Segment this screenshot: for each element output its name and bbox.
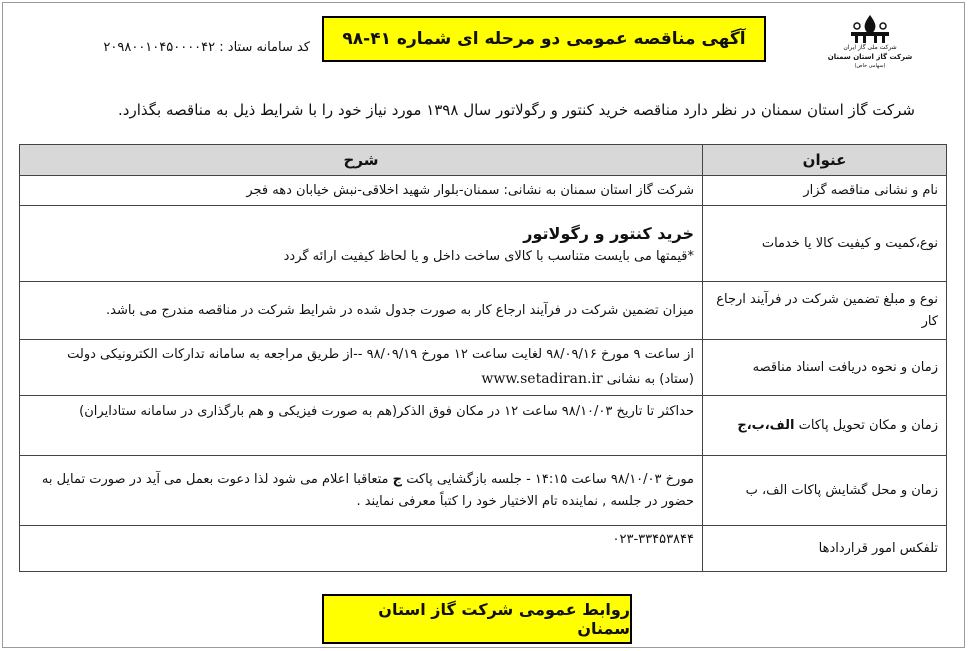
public-relations-footer: روابط عمومی شرکت گاز استان سمنان — [322, 594, 632, 644]
row-title: نوع و مبلغ تضمین شرکت در فرآیند ارجاع کار — [703, 282, 947, 340]
company-logo — [825, 14, 915, 74]
gas-flame-logo-icon — [825, 14, 915, 44]
logo-line-1: شرکت ملی گاز ایران — [843, 44, 897, 51]
item-main-text: خرید کنتور و رگولاتور — [523, 224, 694, 243]
tender-table — [19, 144, 947, 572]
row-description — [20, 340, 703, 396]
setadiran-link[interactable]: www.setadiran.ir — [481, 371, 603, 387]
row-title: زمان و محل گشایش پاکات الف، ب — [703, 456, 947, 526]
table-row — [20, 396, 947, 456]
row-title: نام و نشانی مناقصه گزار — [703, 176, 947, 206]
table-row — [20, 282, 947, 340]
row-title: زمان و نحوه دریافت اسناد مناقصه — [703, 340, 947, 396]
setad-label: کد سامانه ستاد : — [219, 40, 310, 55]
logo-line-3: (سهامی خاص) — [854, 63, 886, 69]
tender-title: آگهی مناقصه عمومی دو مرحله ای شماره ۴۱-۹۸ — [322, 16, 766, 62]
table-row — [20, 456, 947, 526]
row-description: شرکت گاز استان سمنان به نشانی: سمنان-بلوار شهید اخلاقی-نبش خیابان دهه فجر — [20, 176, 703, 206]
row-title: تلفکس امور قراردادها — [703, 526, 947, 572]
table-row — [20, 526, 947, 572]
table-row — [20, 176, 947, 206]
intro-text: شرکت گاز استان سمنان در نظر دارد مناقصه خرید کنتور و رگولاتور سال ۱۳۹۸ مورد نیاز خود را با شرایط ذیل به مناقصه بگذارد. — [118, 101, 915, 119]
row-description: حداکثر تا تاریخ ۹۸/۱۰/۰۳ ساعت ۱۲ در مکان فوق الذکر(هم به صورت فیزیکی و هم بارگذاری در سامانه ستادایران) — [20, 396, 703, 456]
row-title: زمان و مکان تحویل پاکات الف،ب،ج — [703, 396, 947, 456]
row-description: میزان تضمین شرکت در فرآیند ارجاع کار به صورت جدول شده در شرایط شرکت در مناقصه مندرج می باشد. — [20, 282, 703, 340]
logo-line-2: شرکت گاز استان سمنان — [827, 53, 913, 61]
item-note: *قیمتها می بایست متناسب با کالای ساخت داخل و یا لحاظ کیفیت ارائه گردد — [283, 249, 694, 264]
fax-number: ۰۲۳-۳۳۴۵۳۸۴۴ — [20, 526, 703, 572]
table-row — [20, 206, 947, 282]
row-description — [20, 206, 703, 282]
header-title: عنوان — [703, 145, 947, 176]
setad-label-text: (ستاد) به نشانی — [606, 372, 694, 387]
header-description: شرح — [20, 145, 703, 176]
table-header-row — [20, 145, 947, 176]
table-row — [20, 340, 947, 396]
row-description: مورخ ۹۸/۱۰/۰۳ ساعت ۱۴:۱۵ - جلسه بازگشایی پاکت ج متعاقبا اعلام می شود لذا دعوت بعمل می آید در صورت تمایل به حضور در جلسه , نماینده تام الاختیار خود را کتباً معرفی نمایند . — [20, 456, 703, 526]
row-title: نوع،کمیت و کیفیت کالا یا خدمات — [703, 206, 947, 282]
setad-code — [40, 40, 310, 55]
setad-number: ۲۰۹۸۰۰۱۰۴۵۰۰۰۰۴۲ — [103, 40, 216, 55]
document-timing-text: از ساعت ۹ مورخ ۹۸/۰۹/۱۶ لغایت ساعت ۱۲ مورخ ۹۸/۰۹/۱۹ --از طریق مراجعه به سامانه تدارکات الکترونیکی دولت — [67, 347, 694, 362]
